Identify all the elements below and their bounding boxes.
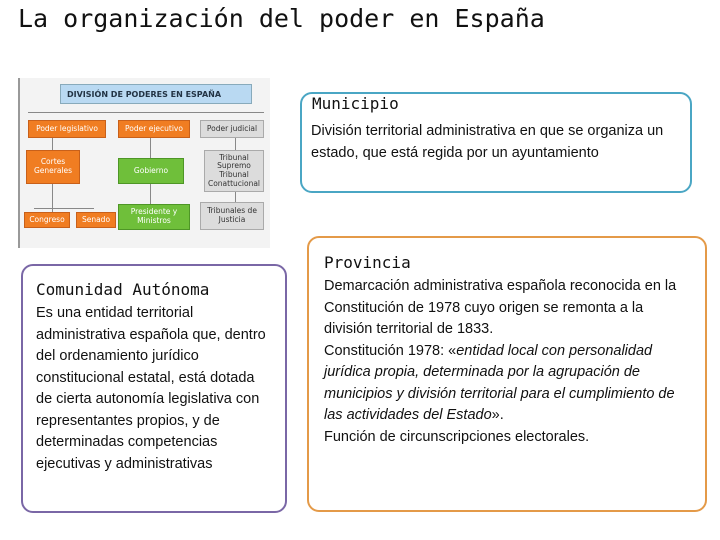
provincia-funcion: Función de circunscripciones electorales. xyxy=(324,428,590,445)
cortes-generales-box: Cortes Generales xyxy=(26,150,80,184)
municipio-body: División territorial administrativa en que se organiza un estado, que está regida por un ayuntamiento xyxy=(311,123,664,161)
connector-line xyxy=(150,138,151,158)
presidente-ministros-box: Presidente y Ministros xyxy=(118,204,190,230)
connector-line xyxy=(235,138,236,150)
connector-line xyxy=(235,192,236,202)
constitucion-suffix: ». xyxy=(491,407,504,423)
gobierno-box: Gobierno xyxy=(118,158,184,184)
poder-judicial-box: Poder judicial xyxy=(200,120,264,138)
page-title: La organización del poder en España xyxy=(18,4,545,33)
provincia-body xyxy=(324,276,694,448)
congreso-box: Congreso xyxy=(24,212,70,228)
provincia-title: Provincia xyxy=(324,253,411,272)
connector-line xyxy=(34,208,94,209)
connector-line xyxy=(150,184,151,204)
connector-line xyxy=(28,112,264,113)
constitucion-quote: entidad local con personalidad jurídica propia, determinada por la agrupación de municipios y división territorial para el cumplimiento de las actividades del Estado xyxy=(324,342,675,423)
poder-ejecutivo-box: Poder ejecutivo xyxy=(118,120,190,138)
tribunales-box: Tribunal Supremo Tribunal Conattucional xyxy=(204,150,264,192)
comunidad-title: Comunidad Autónoma xyxy=(36,280,210,299)
division-poderes-diagram xyxy=(18,78,270,248)
provincia-constitucion xyxy=(324,341,694,427)
connector-line xyxy=(52,138,53,150)
comunidad-body: Es una entidad territorial administrativa española que, dentro del ordenamiento jurídico constitucional estatal, está dotada de cierta autonomía legislativa con representantes propios, y de determinadas competencias ejecutivas y administrativas xyxy=(36,305,266,472)
poder-legislativo-box: Poder legislativo xyxy=(28,120,106,138)
senado-box: Senado xyxy=(76,212,116,228)
municipio-title: Municipio xyxy=(312,94,399,113)
tribunales-justicia-box: Tribunales de Justicia xyxy=(200,202,264,230)
diagram-header: DIVISIÓN DE PODERES EN ESPAÑA xyxy=(60,84,252,104)
provincia-definition: Demarcación administrativa española reconocida en la Constitución de 1978 cuyo origen se remonta a la división territorial de 1833. xyxy=(324,278,677,337)
constitucion-prefix: Constitución 1978: « xyxy=(324,342,457,359)
